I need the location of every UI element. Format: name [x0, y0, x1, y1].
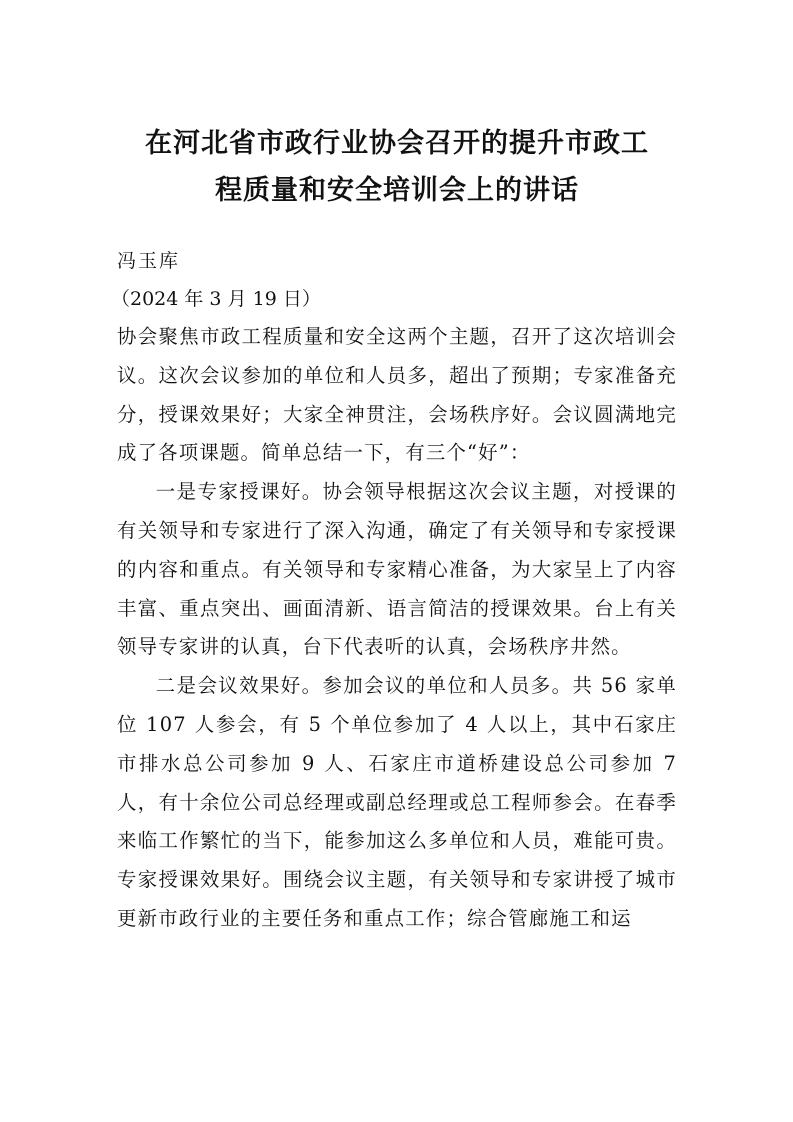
paragraph-intro: 协会聚焦市政工程质量和安全这两个主题，召开了这次培训会议。这次会议参加的单位和人员多，超出了预期；专家准备充分，授课效果好；大家全神贯注，会场秩序好。会议圆满地完成了各项课题。简单总结一下，有三个“好”：: [117, 325, 677, 465]
author-name: 冯玉库: [117, 250, 181, 272]
title-line-2: 程质量和安全培训会上的讲话: [215, 175, 579, 206]
paragraph-first-point: 一是专家授课好。协会领导根据这次会议主题，对授课的有关领导和专家进行了深入沟通，确定了有关领导和专家授课的内容和重点。有关领导和专家精心准备，为大家呈上了内容丰富、重点突出、画面清新、语言简洁的授课效果。台上有关领导专家讲的认真，台下代表听的认真，会场秩序井然。: [117, 480, 677, 659]
paragraph-second-point: 二是会议效果好。参加会议的单位和人员多。共 56 家单位 107 人参会，有 5 个单位参加了 4 人以上，其中石家庄市排水总公司参加 9 人、石家庄市道桥建设总公司参加 7 人，有十余位公司总经理或副总经理或总工程师参会。在春季来临工作繁忙的当下，能参加这么多单位和人员，难能可贵。专家授课效果好。围绕会议主题，有关领导和专家讲授了城市更新市政行业的主要任务和重点工作；综合管廊施工和运: [117, 674, 677, 930]
speech-date: （2024 年 3 月 19 日）: [111, 288, 321, 310]
document-title: [117, 120, 677, 214]
document-page: [111, 120, 677, 939]
title-line-1: 在河北省市政行业协会召开的提升市政工: [145, 128, 649, 159]
